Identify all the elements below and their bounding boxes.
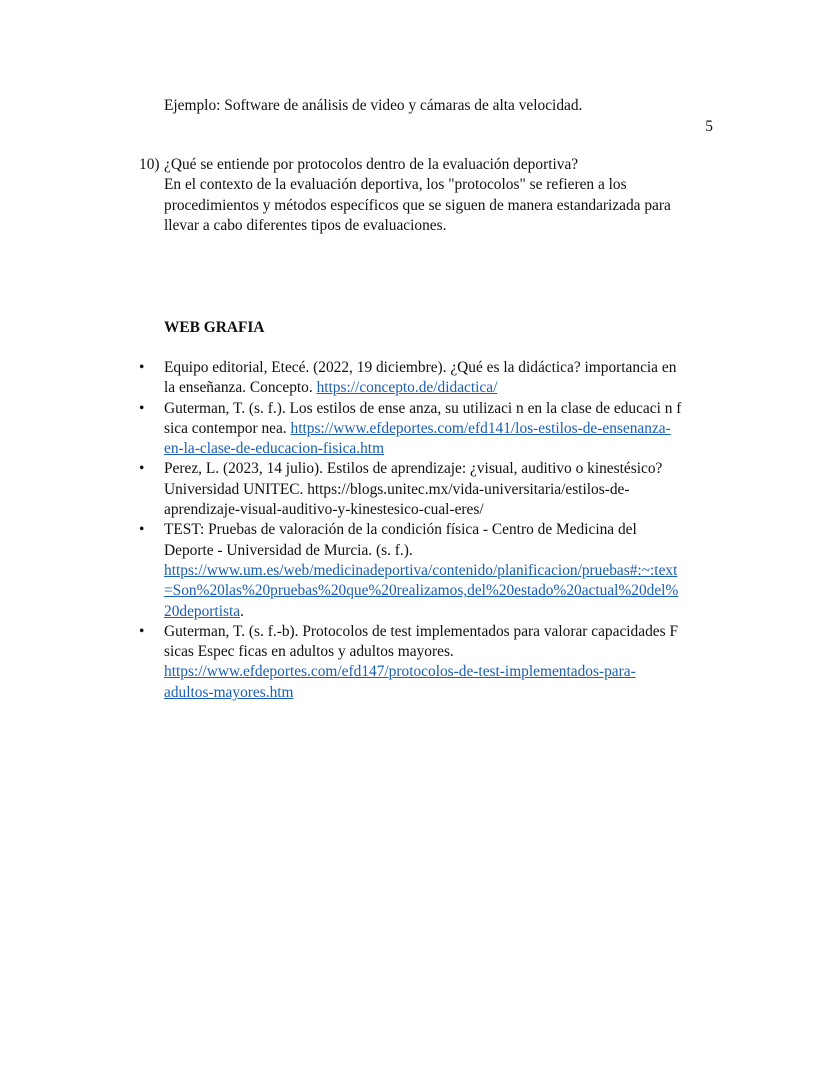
- reference-line: [164, 662, 719, 682]
- reference-item: [139, 622, 719, 703]
- reference-line: aprendizaje-visual-auditivo-y-kinestesico-cual-eres/: [164, 501, 484, 519]
- reference-line: [164, 439, 719, 459]
- reference-line: [164, 378, 719, 398]
- reference-link[interactable]: https://www.efdeportes.com/efd141/los-estilos-de-ensenanza-: [290, 419, 671, 437]
- example-line: Ejemplo: Software de análisis de video y cámaras de alta velocidad.: [164, 97, 583, 114]
- reference-line: sicas Espec ficas en adultos y adultos mayores.: [164, 643, 454, 661]
- reference-line: [164, 561, 719, 581]
- reference-line: TEST: Pruebas de valoración de la condición física - Centro de Medicina del: [164, 521, 637, 539]
- reference-line: [164, 602, 719, 622]
- reference-item: [139, 358, 719, 399]
- bullet-icon: •: [139, 399, 145, 417]
- reference-line: [164, 581, 719, 601]
- reference-line: Equipo editorial, Etecé. (2022, 19 diciembre). ¿Qué es la didáctica? importancia en: [164, 359, 677, 376]
- reference-text: la enseñanza. Concepto.: [164, 379, 317, 397]
- reference-item: [139, 399, 719, 460]
- reference-link[interactable]: =Son%20las%20pruebas%20que%20realizamos,del%20estado%20actual%20del%: [164, 582, 679, 600]
- reference-link[interactable]: https://concepto.de/didactica/: [316, 379, 498, 397]
- question-10: [139, 155, 719, 236]
- reference-text: sica contempor nea.: [164, 419, 291, 437]
- reference-text: .: [240, 602, 244, 620]
- reference-line: Guterman, T. (s. f.-b). Protocolos de test implementados para valorar capacidades F: [164, 622, 678, 640]
- reference-item: [139, 520, 719, 621]
- bullet-icon: •: [139, 460, 145, 478]
- answer-line: procedimientos y métodos específicos que se siguen de manera estandarizada para: [164, 196, 671, 214]
- reference-link[interactable]: https://www.um.es/web/medicinadeportiva/contenido/planificacion/pruebas#:~:text: [164, 561, 678, 579]
- question-text: ¿Qué se entiende por protocolos dentro de la evaluación deportiva?: [164, 156, 579, 173]
- reference-list: [139, 358, 719, 703]
- reference-line: Perez, L. (2023, 14 julio). Estilos de aprendizaje: ¿visual, auditivo o kinestésico?: [164, 460, 663, 478]
- section-title: WEB GRAFIA: [164, 319, 265, 336]
- reference-link[interactable]: 20deportista: [164, 602, 241, 620]
- bullet-icon: •: [139, 521, 145, 539]
- reference-line: Guterman, T. (s. f.). Los estilos de ense anza, su utilizaci n en la clase de educaci n f: [164, 399, 682, 417]
- reference-line: [164, 419, 719, 439]
- reference-line: Universidad UNITEC. https://blogs.unitec.mx/vida-universitaria/estilos-de-: [164, 480, 630, 498]
- question-number: 10): [139, 156, 160, 173]
- reference-line: [164, 683, 719, 703]
- reference-link[interactable]: adultos-mayores.htm: [164, 683, 294, 701]
- bullet-icon: •: [139, 359, 145, 376]
- reference-item: [139, 459, 719, 520]
- bullet-icon: •: [139, 622, 145, 640]
- answer-line: llevar a cabo diferentes tipos de evaluaciones.: [164, 216, 447, 234]
- question-body: [164, 155, 719, 236]
- reference-line: Deporte - Universidad de Murcia. (s. f.).: [164, 541, 413, 559]
- page-number: 5: [705, 118, 713, 135]
- answer-line: En el contexto de la evaluación deportiva, los "protocolos" se refieren a los: [164, 176, 627, 194]
- reference-link[interactable]: https://www.efdeportes.com/efd147/protocolos-de-test-implementados-para-: [164, 663, 636, 681]
- reference-link[interactable]: en-la-clase-de-educacion-fisica.htm: [164, 440, 385, 458]
